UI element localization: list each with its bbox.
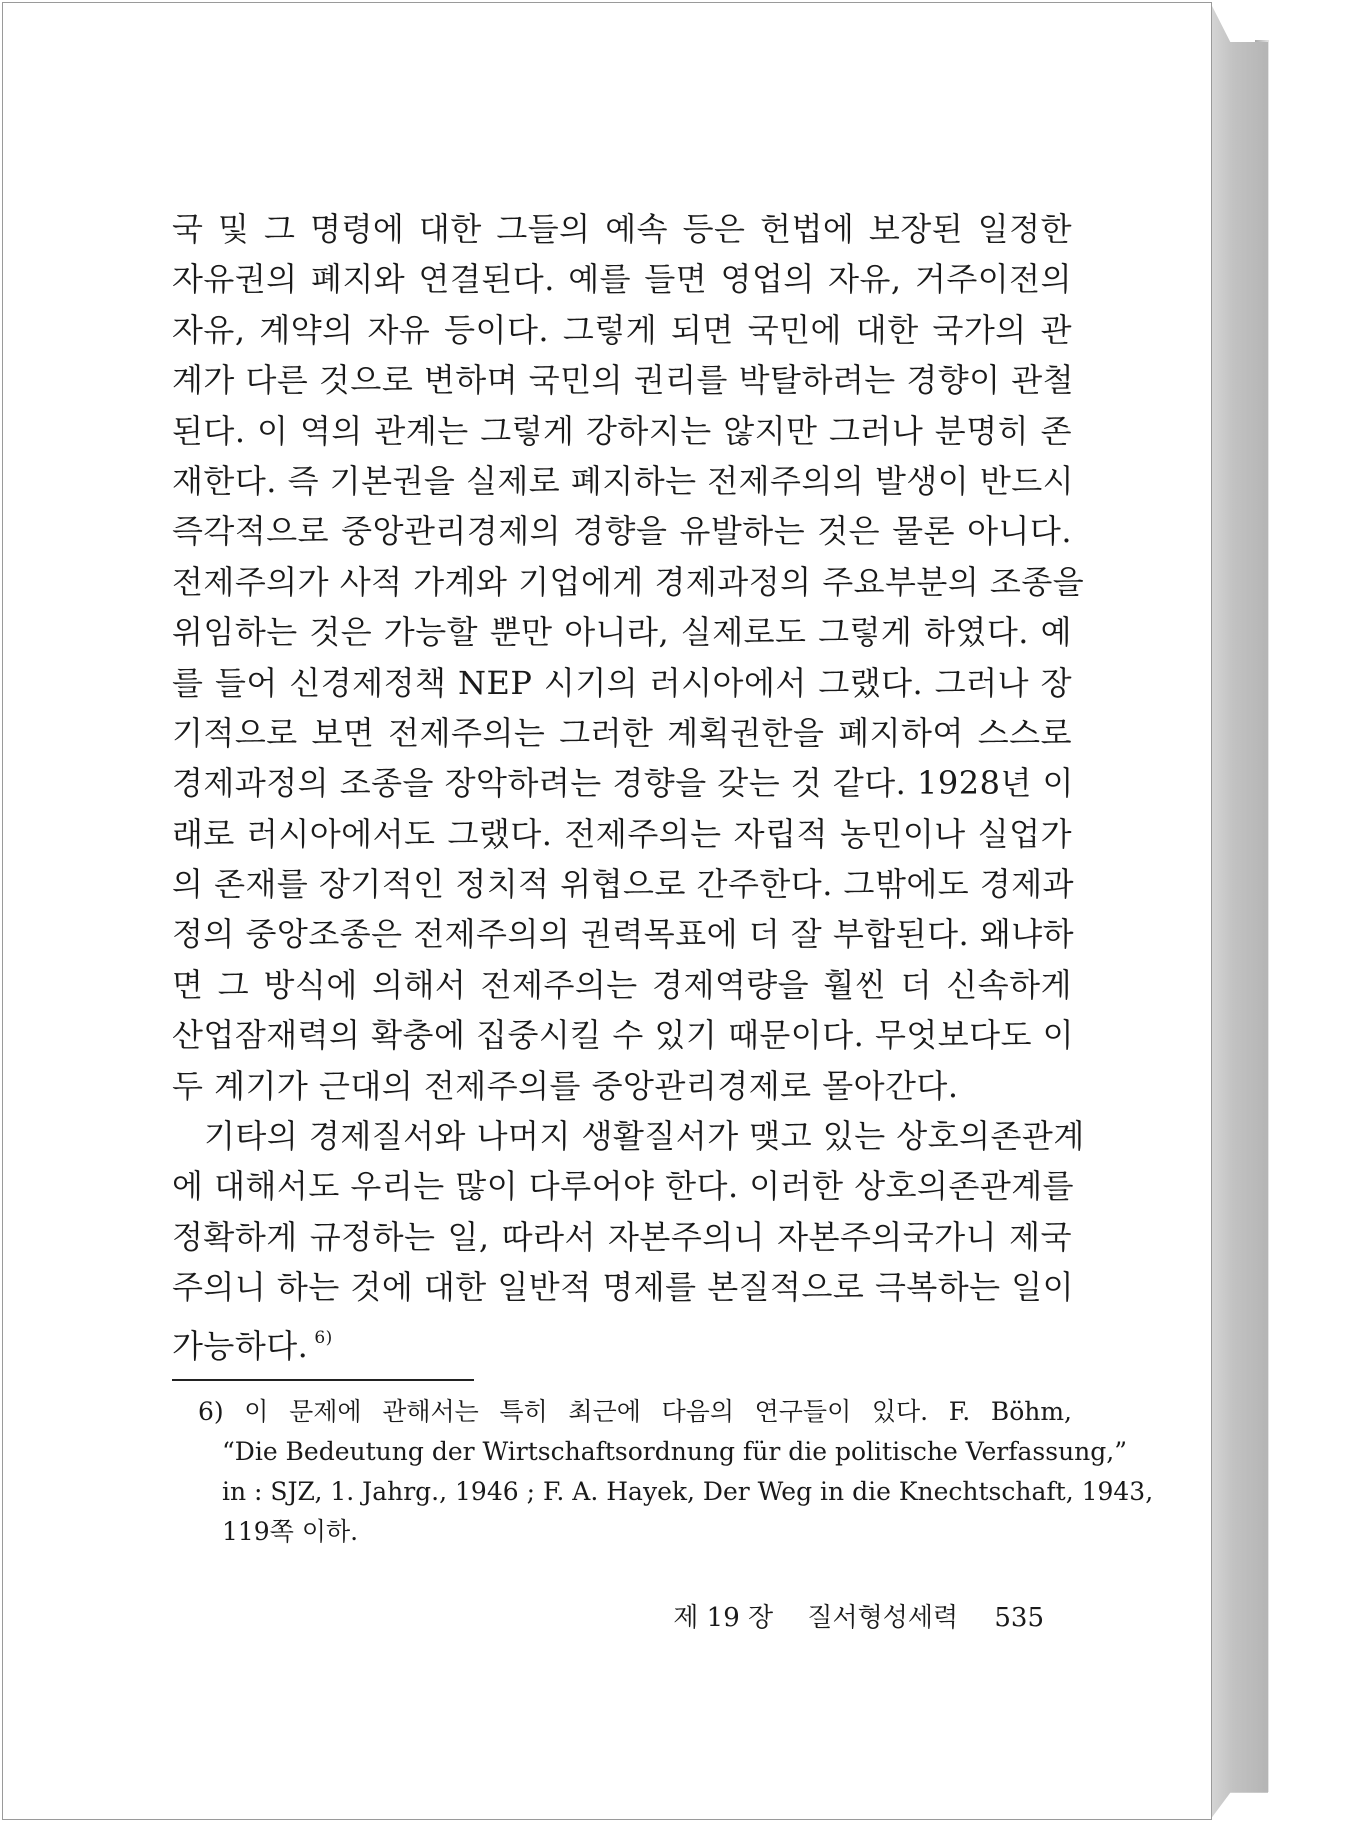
footnote xyxy=(198,1392,1154,1552)
text-line: 전제주의가 사적 가계와 기업에게 경제과정의 주요부분의 조종을 xyxy=(172,562,1085,601)
footnote-line: “Die Bedeutung der Wirtschaftsordnung für die politische Verfassung,” xyxy=(222,1437,1128,1466)
footnote-divider xyxy=(172,1379,474,1381)
text-line: 자유권의 폐지와 연결된다. 예를 들면 영업의 자유, 거주이전의 xyxy=(172,260,1072,299)
text-line: 두 계기가 근대의 전제주의를 중앙관리경제로 몰아간다. xyxy=(172,1066,959,1105)
page-stack-edge xyxy=(1210,2,1268,1820)
text-line: 가능하다. xyxy=(172,1326,309,1365)
text-line: 산업잠재력의 확충에 집중시킬 수 있기 때문이다. 무엇보다도 이 xyxy=(172,1016,1075,1055)
text-line: 경제과정의 조종을 장악하려는 경향을 갖는 것 같다. 1928년 이 xyxy=(172,764,1074,803)
text-line: 를 들어 신경제정책 NEP 시기의 러시아에서 그랬다. 그러나 장 xyxy=(172,663,1072,702)
text-line: 주의니 하는 것에 대한 일반적 명제를 본질적으로 극복하는 일이 xyxy=(172,1268,1075,1307)
text-line: 기적으로 보면 전제주의는 그러한 계획권한을 폐지하여 스스로 xyxy=(172,713,1072,752)
page-number: 535 xyxy=(994,1603,1044,1633)
text-line: 재한다. 즉 기본권을 실제로 폐지하는 전제주의의 발생이 반드시 xyxy=(172,461,1075,500)
text-line: 기타의 경제질서와 나머지 생활질서가 맺고 있는 상호의존관계 xyxy=(204,1117,1085,1156)
text-line: 의 존재를 장기적인 정치적 위협으로 간주한다. 그밖에도 경제과 xyxy=(172,865,1075,904)
footnote-line: in : SJZ, 1. Jahrg., 1946 ; F. A. Hayek, Der Weg in die Knechtschaft, 1943, xyxy=(222,1477,1154,1506)
text-line: 된다. 이 역의 관계는 그렇게 강하지는 않지만 그러나 분명히 존 xyxy=(172,411,1072,450)
text-line-with-footnote-ref xyxy=(172,1313,1072,1363)
text-line: 위임하는 것은 가능할 뿐만 아니라, 실제로도 그렇게 하였다. 예 xyxy=(172,613,1072,652)
text-line: 즉각적으로 중앙관리경제의 경향을 유발하는 것은 물론 아니다. xyxy=(172,512,1072,551)
body-text xyxy=(172,204,1085,1365)
text-line: 정확하게 규정하는 일, 따라서 자본주의니 자본주의국가니 제국 xyxy=(172,1217,1072,1256)
footnote-line: 119쪽 이하. xyxy=(222,1517,359,1546)
text-line: 에 대해서도 우리는 많이 다루어야 한다. 이러한 상호의존관계를 xyxy=(172,1167,1075,1206)
text-line: 면 그 방식에 의해서 전제주의는 경제역량을 훨씬 더 신속하게 xyxy=(172,965,1072,1004)
footnote-line: 6) 이 문제에 관해서는 특히 최근에 다음의 연구들이 있다. F. Böhm, xyxy=(198,1397,1072,1426)
chapter-label: 제 19 장 xyxy=(673,1603,774,1633)
text-line: 정의 중앙조종은 전제주의의 권력목표에 더 잘 부합된다. 왜냐하 xyxy=(172,915,1075,954)
text-line: 래로 러시아에서도 그랬다. 전제주의는 자립적 농민이나 실업가 xyxy=(172,814,1072,853)
chapter-title: 질서형성세력 xyxy=(807,1603,959,1633)
text-line: 계가 다른 것으로 변하며 국민의 권리를 박탈하려는 경향이 관철 xyxy=(172,361,1075,400)
text-line: 국 및 그 명령에 대한 그들의 예속 등은 헌법에 보장된 일정한 xyxy=(172,210,1072,248)
text-line: 자유, 계약의 자유 등이다. 그렇게 되면 국민에 대한 국가의 관 xyxy=(172,310,1072,349)
running-footer xyxy=(673,1597,1044,1634)
footnote-reference: 6) xyxy=(314,1327,333,1348)
